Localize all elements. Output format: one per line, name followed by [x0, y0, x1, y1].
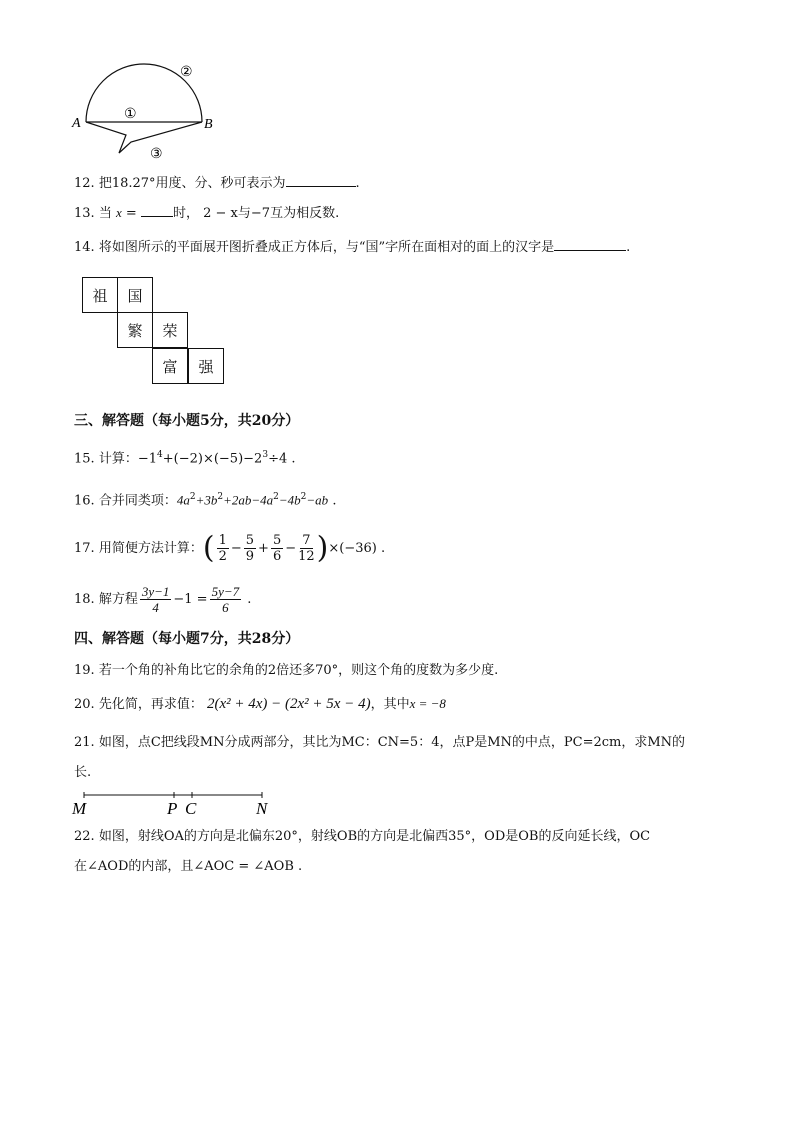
- q13-mid: 时，: [172, 206, 199, 221]
- q17-f4-num: 7: [302, 533, 311, 548]
- net-cell-2: 国: [117, 277, 153, 313]
- q20-label: 先化简，再求值：: [98, 697, 203, 712]
- q15-number: 15.: [74, 451, 95, 467]
- q18-mid: −1 =: [173, 592, 208, 607]
- q17-f3-num: 5: [272, 533, 282, 548]
- q17-frac-4: [298, 533, 315, 564]
- q13-mid2: 与: [237, 206, 251, 221]
- q14-text: 将如图所示的平面展开图折叠成正方体后，与“国”字所在面相对的面上的汉字是: [98, 240, 555, 255]
- q15-a: −1: [137, 451, 158, 467]
- q12-end: .: [355, 176, 360, 191]
- q17-f1-den: 2: [218, 549, 227, 564]
- label-a: A: [72, 116, 81, 131]
- q13-number: 13.: [74, 206, 95, 221]
- q21-number: 21.: [74, 735, 95, 750]
- q17-op3: −: [285, 541, 297, 556]
- point-c-label: C: [185, 799, 197, 818]
- q18-end: .: [247, 592, 252, 607]
- q17-f1-num: 1: [218, 533, 227, 548]
- q12-answer-blank[interactable]: [286, 172, 356, 187]
- q17-number: 17.: [74, 541, 95, 556]
- q20-expr: 2(x² + 4x) − (2x² + 5x − 4): [206, 696, 371, 712]
- q16-t5: −ab: [306, 492, 329, 508]
- q15-label: 计算：: [98, 451, 138, 467]
- zigzag-path: [86, 122, 202, 153]
- q13-expr2: −7: [250, 206, 271, 221]
- q17-tail: ×(−36): [328, 541, 377, 556]
- question-14: [74, 236, 630, 257]
- question-19: [74, 662, 498, 680]
- q17-f2-num: 5: [245, 533, 255, 548]
- q15-a-exp: 4: [157, 450, 163, 460]
- point-n-label: N: [256, 799, 268, 818]
- section-4-heading: 四、解答题（每小题7分，共28分）: [74, 631, 300, 647]
- net-cell-5: 富: [152, 348, 188, 384]
- q20-val: x = −8: [409, 696, 446, 711]
- q17-close-paren: ): [316, 530, 329, 566]
- q16-e2: 2: [217, 492, 224, 502]
- q13-prefix: 当: [98, 206, 112, 221]
- question-22: [74, 828, 650, 846]
- q12-text: 把18.27°用度、分、秒可表示为: [98, 176, 286, 191]
- q16-t2: +3b: [195, 492, 218, 508]
- q13-end: 互为相反数.: [270, 206, 340, 221]
- question-15: [74, 446, 296, 468]
- q18-right-frac: [210, 584, 242, 615]
- q16-e3: 2: [273, 492, 279, 502]
- q22-text: 如图，射线OA的方向是北偏东20°，射线OB的方向是北偏西35°，OD是OB的反向延长线，OC: [98, 829, 651, 844]
- question-18: [74, 580, 251, 620]
- q16-e4: 2: [300, 492, 307, 502]
- question-21-line2: 长.: [74, 765, 92, 780]
- question-22-line2: 在∠AOD的内部，且∠AOC = ∠AOB .: [74, 859, 303, 874]
- q16-e1: 2: [189, 492, 196, 502]
- label-b: B: [204, 117, 213, 132]
- point-m-label: M: [72, 799, 87, 818]
- q16-t1: 4a: [176, 492, 190, 508]
- q17-frac-3: [271, 533, 283, 564]
- q14-end: .: [626, 240, 631, 255]
- q15-b-exp: 3: [262, 450, 269, 460]
- q16-end: .: [332, 493, 337, 509]
- q18-right-den: 6: [222, 600, 229, 615]
- q13-var: x: [115, 205, 122, 220]
- q13-eq: =: [125, 206, 137, 221]
- q20-number: 20.: [74, 697, 95, 712]
- q18-right-num: 5y−7: [211, 584, 240, 599]
- q19-number: 19.: [74, 663, 95, 678]
- q20-cond: ，其中: [370, 697, 410, 712]
- q16-number: 16.: [74, 493, 95, 509]
- q17-frac-2: [244, 533, 256, 564]
- point-p-label: P: [167, 799, 178, 818]
- q16-label: 合并同类项：: [98, 493, 177, 509]
- net-cell-1: 祖: [82, 277, 118, 313]
- q13-expr1: 2 − x: [203, 206, 238, 221]
- net-cell-6: 强: [188, 348, 224, 384]
- q21-text: 如图，点C把线段MN分成两部分，其比为MC：CN=5：4，点P是MN的中点，PC=2cm，求MN的: [98, 735, 686, 750]
- q17-label: 用简便方法计算：: [98, 541, 203, 556]
- q17-f3-den: 6: [272, 549, 282, 564]
- q17-f4-den: 12: [298, 549, 315, 564]
- q18-left-frac: [140, 584, 172, 615]
- question-20: [74, 695, 446, 714]
- q15-end: .: [291, 451, 296, 467]
- paths-figure: [66, 55, 236, 165]
- q13-answer-blank[interactable]: [141, 202, 173, 217]
- q16-t4: −4b: [278, 492, 301, 508]
- q15-c: ÷4: [268, 451, 288, 467]
- question-12: [74, 172, 360, 193]
- path3-label: ③: [150, 147, 163, 162]
- q15-b: +(−2)×(−5)−2: [162, 451, 263, 467]
- q16-t3: +2ab−4a: [223, 492, 274, 508]
- q17-f2-den: 9: [245, 549, 255, 564]
- net-cell-3: 繁: [117, 312, 153, 348]
- q17-op2: +: [258, 541, 269, 556]
- q19-text: 若一个角的补角比它的余角的2倍还多70°，则这个角的度数为多少度.: [98, 663, 499, 678]
- q12-number: 12.: [74, 176, 95, 191]
- q18-left-den: 4: [152, 600, 159, 615]
- q14-answer-blank[interactable]: [554, 236, 626, 251]
- q17-open-paren: (: [202, 530, 215, 566]
- q14-number: 14.: [74, 240, 95, 255]
- q18-number: 18.: [74, 592, 95, 607]
- path2-label: ②: [180, 65, 193, 80]
- question-17: [74, 528, 385, 570]
- section-3-heading: 三、解答题（每小题5分，共20分）: [74, 413, 300, 429]
- q17-frac-1: [217, 533, 229, 564]
- q18-left-num: 3y−1: [141, 584, 170, 599]
- path1-label: ①: [124, 107, 137, 122]
- q22-number: 22.: [74, 829, 95, 844]
- question-16: [74, 488, 336, 510]
- q18-label: 解方程: [98, 592, 138, 607]
- question-21: [74, 734, 685, 752]
- segment-figure: [70, 786, 290, 818]
- net-cell-4: 荣: [152, 312, 188, 348]
- question-13: [74, 202, 339, 223]
- q17-op1: −: [230, 541, 242, 556]
- q17-end: .: [381, 541, 386, 556]
